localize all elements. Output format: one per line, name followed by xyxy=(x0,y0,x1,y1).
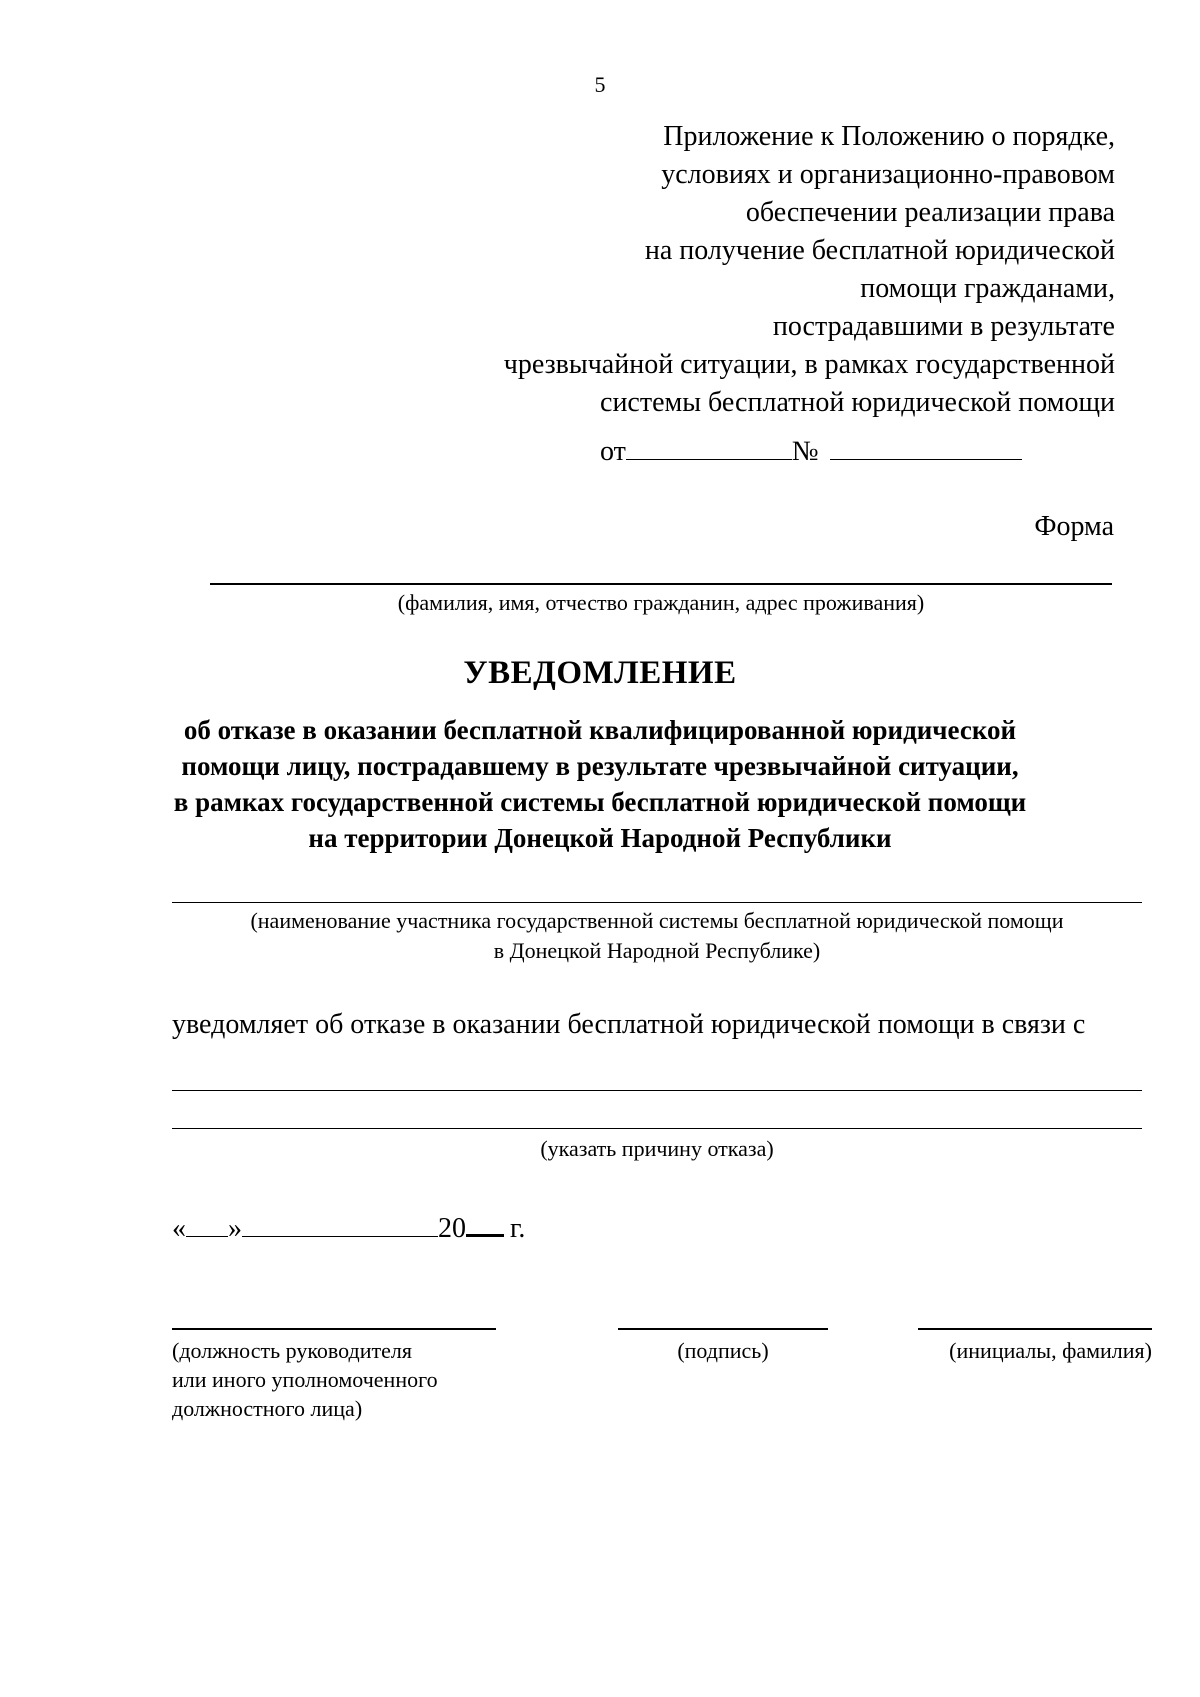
document-title: УВЕДОМЛЕНИЕ xyxy=(463,655,737,691)
position-caption-line: должностного лица) xyxy=(172,1396,363,1421)
subtitle-line: помощи лицу, пострадавшему в результате чрезвычайной ситуации, xyxy=(181,751,1019,781)
reason-line-1[interactable] xyxy=(172,1090,1142,1091)
participant-caption-line: (наименование участника государственной системы бесплатной юридической помощи xyxy=(250,908,1064,933)
year-field[interactable] xyxy=(466,1210,504,1237)
appendix-line: чрезвычайной ситуации, в рамках государственной xyxy=(503,349,1115,380)
day-field[interactable] xyxy=(186,1212,228,1237)
reason-line-2[interactable] xyxy=(172,1128,1142,1129)
number-field[interactable] xyxy=(830,435,1022,460)
subtitle-line: в рамках государственной системы бесплатной юридической помощи xyxy=(173,787,1027,817)
position-caption-line: или иного уполномоченного xyxy=(172,1367,438,1392)
subtitle-line: об отказе в оказании бесплатной квалифицированной юридической xyxy=(183,715,1017,745)
number-label: № xyxy=(791,436,819,467)
recipient-caption: (фамилия, имя, отчество гражданин, адрес проживания) xyxy=(397,590,925,615)
name-caption: (инициалы, фамилия) xyxy=(949,1338,1152,1363)
participant-line[interactable] xyxy=(172,902,1142,903)
notify-text: уведомляет об отказе в оказании бесплатной юридической помощи в связи с xyxy=(172,1009,1086,1040)
position-caption-line: (должность руководителя xyxy=(172,1338,412,1363)
quote-close: » xyxy=(228,1213,242,1244)
appendix-line: Приложение к Положению о порядке, xyxy=(663,121,1115,152)
position-caption xyxy=(172,1336,438,1423)
position-line[interactable] xyxy=(172,1328,496,1330)
from-label: от xyxy=(600,436,626,467)
name-line[interactable] xyxy=(918,1328,1152,1330)
appendix-line: обеспечении реализации права xyxy=(745,197,1115,228)
quote-open: « xyxy=(172,1213,186,1244)
year-prefix: 20 xyxy=(438,1213,466,1244)
appendix-line: на получение бесплатной юридической xyxy=(644,235,1115,266)
date-field[interactable] xyxy=(626,435,792,460)
participant-caption xyxy=(172,906,1142,966)
participant-caption-line: в Донецкой Народной Республике) xyxy=(493,938,821,963)
appendix-block xyxy=(504,118,1115,422)
month-field[interactable] xyxy=(242,1212,438,1237)
appendix-line: пострадавшими в результате xyxy=(772,311,1115,342)
form-label: Форма xyxy=(1034,511,1114,542)
signature-caption: (подпись) xyxy=(677,1338,769,1363)
recipient-line[interactable] xyxy=(210,583,1112,585)
appendix-line: системы бесплатной юридической помощи xyxy=(600,387,1115,418)
date-line xyxy=(172,1210,525,1246)
subtitle-line: на территории Донецкой Народной Республики xyxy=(308,823,892,853)
appendix-line: условиях и организационно-правовом xyxy=(661,159,1115,190)
appendix-line: помощи гражданами, xyxy=(860,273,1115,304)
signature-line[interactable] xyxy=(618,1328,828,1330)
document-subtitle xyxy=(0,712,1200,856)
year-suffix: г. xyxy=(510,1213,526,1244)
reason-caption: (указать причину отказа) xyxy=(540,1136,774,1161)
page-number: 5 xyxy=(594,72,606,97)
